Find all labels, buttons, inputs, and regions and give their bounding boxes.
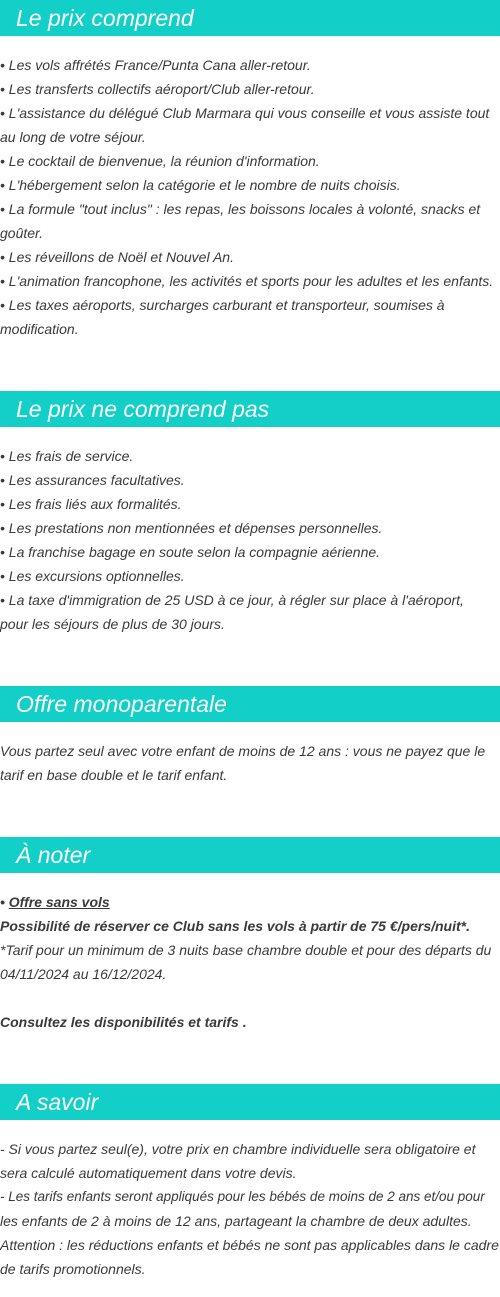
list-item: • L'animation francophone, les activités et sports pour les adultes et les enfants.: [0, 273, 494, 289]
spacer: [0, 986, 500, 1010]
section-title: À noter: [16, 842, 91, 868]
list-item: • Les frais liés aux formalités.: [0, 496, 182, 512]
paragraph-line: Vous partez seul avec votre enfant de moins de 12 ans : vous ne payez que le: [0, 743, 486, 759]
list-item: • Les prestations non mentionnées et dépenses personnelles.: [0, 520, 383, 536]
section-header-a-noter: [0, 837, 500, 873]
bullet: •: [0, 894, 9, 910]
list-item: • Les assurances facultatives.: [0, 472, 185, 488]
section-title: A savoir: [16, 1089, 99, 1115]
section-title: Offre monoparentale: [16, 691, 227, 717]
list-item: • Le cocktail de bienvenue, la réunion d'information.: [0, 153, 320, 169]
section-body-prix-ne-comprend-pas: [0, 444, 500, 636]
list-item: • Les transferts collectifs aéroport/Club aller-retour.: [0, 81, 315, 97]
list-item: • Les excursions optionnelles.: [0, 568, 185, 584]
paragraph-line: de tarifs promotionnels.: [0, 1261, 146, 1277]
list-item: • Les frais de service.: [0, 448, 134, 464]
list-item: modification.: [0, 321, 79, 337]
list-item: goûter.: [0, 225, 44, 241]
paragraph-line: - Les tarifs enfants seront appliqués pour les bébés de moins de 2 ans et/ou pour: [0, 1189, 485, 1204]
paragraph-line: Attention : les réductions enfants et bébés ne sont pas applicables dans le cadre: [0, 1237, 499, 1253]
section-header-a-savoir: [0, 1084, 500, 1120]
section-header-prix-comprend: [0, 0, 500, 36]
list-item: • Les réveillons de Noël et Nouvel An.: [0, 249, 234, 265]
paragraph-line: les enfants de 2 à moins de 12 ans, partageant la chambre de deux adultes.: [0, 1213, 472, 1229]
section-header-offre-monoparentale: [0, 686, 500, 722]
note-line: *Tarif pour un minimum de 3 nuits base chambre double et pour des départs du: [0, 942, 492, 958]
list-item: • Les vols affrétés France/Punta Cana aller-retour.: [0, 57, 311, 73]
list-item: pour les séjours de plus de 30 jours.: [0, 616, 225, 632]
list-item: • La franchise bagage en soute selon la compagnie aérienne.: [0, 544, 381, 560]
section-body-prix-comprend: [0, 53, 500, 341]
list-item: au long de votre séjour.: [0, 129, 146, 145]
section-body-a-savoir: [0, 1137, 500, 1281]
section-body-offre-monoparentale: [0, 739, 500, 787]
offer-title-line: [0, 890, 500, 914]
offer-line: Possibilité de réserver ce Club sans les vols à partir de 75 €/pers/nuit*.: [0, 918, 470, 934]
section-header-prix-ne-comprend-pas: [0, 391, 500, 427]
list-item: • Les taxes aéroports, surcharges carburant et transporteur, soumises à: [0, 297, 445, 313]
note-line: 04/11/2024 au 16/12/2024.: [0, 966, 167, 982]
list-item: • L'assistance du délégué Club Marmara qui vous conseille et vous assiste tout: [0, 105, 490, 121]
offer-sans-vols-link[interactable]: Offre sans vols: [8, 894, 110, 910]
list-item: • La formule "tout inclus" : les repas, les boissons locales à volonté, snacks et: [0, 201, 481, 217]
list-item: • La taxe d'immigration de 25 USD à ce jour, à régler sur place à l'aéroport,: [0, 592, 464, 608]
section-title: Le prix ne comprend pas: [16, 396, 270, 422]
section-title: Le prix comprend: [16, 5, 194, 31]
consult-link[interactable]: Consultez les disponibilités et tarifs .: [0, 1014, 247, 1030]
paragraph-line: tarif en base double et le tarif enfant.: [0, 767, 228, 783]
paragraph-line: - Si vous partez seul(e), votre prix en chambre individuelle sera obligatoire et: [0, 1141, 476, 1157]
paragraph-line: sera calculé automatiquement dans votre devis.: [0, 1165, 297, 1181]
section-body-a-noter: [0, 890, 500, 1034]
list-item: • L'hébergement selon la catégorie et le nombre de nuits choisis.: [0, 177, 401, 193]
